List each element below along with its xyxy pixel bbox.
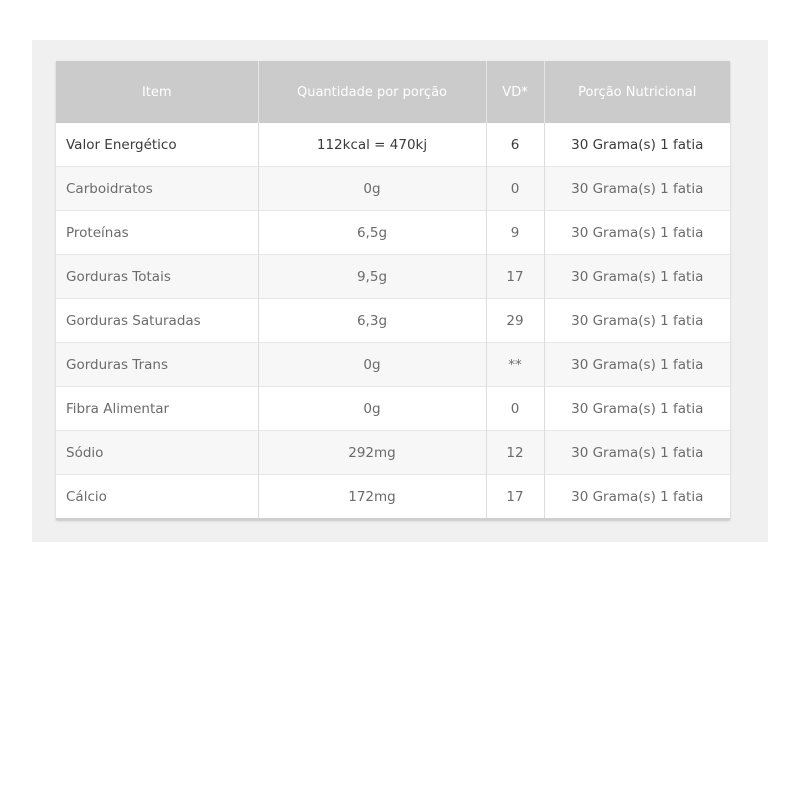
table-row: [56, 387, 730, 431]
cell-vd: **: [486, 343, 544, 387]
cell-vd: 17: [486, 255, 544, 299]
cell-item: Valor Energético: [56, 123, 258, 167]
table-body: [56, 123, 730, 519]
cell-quantidade: 292mg: [258, 431, 486, 475]
cell-vd: 9: [486, 211, 544, 255]
cell-quantidade: 6,3g: [258, 299, 486, 343]
table-row: [56, 431, 730, 475]
cell-porcao: 30 Grama(s) 1 fatia: [544, 431, 730, 475]
cell-porcao: 30 Grama(s) 1 fatia: [544, 387, 730, 431]
cell-vd: 12: [486, 431, 544, 475]
table-row: [56, 167, 730, 211]
cell-item: Gorduras Trans: [56, 343, 258, 387]
cell-porcao: 30 Grama(s) 1 fatia: [544, 123, 730, 167]
cell-item: Sódio: [56, 431, 258, 475]
header-row: [56, 61, 730, 123]
cell-porcao: 30 Grama(s) 1 fatia: [544, 255, 730, 299]
cell-quantidade: 172mg: [258, 475, 486, 520]
cell-quantidade: 0g: [258, 167, 486, 211]
nutrition-panel: [32, 40, 768, 542]
cell-item: Fibra Alimentar: [56, 387, 258, 431]
cell-quantidade: 6,5g: [258, 211, 486, 255]
header-item: Item: [56, 61, 258, 123]
cell-quantidade: 0g: [258, 343, 486, 387]
cell-porcao: 30 Grama(s) 1 fatia: [544, 211, 730, 255]
cell-porcao: 30 Grama(s) 1 fatia: [544, 343, 730, 387]
header-porcao: Porção Nutricional: [544, 61, 730, 123]
cell-item: Gorduras Totais: [56, 255, 258, 299]
cell-quantidade: 9,5g: [258, 255, 486, 299]
cell-vd: 0: [486, 167, 544, 211]
cell-item: Proteínas: [56, 211, 258, 255]
table-row: [56, 211, 730, 255]
table-row: [56, 343, 730, 387]
table-row: [56, 255, 730, 299]
cell-porcao: 30 Grama(s) 1 fatia: [544, 475, 730, 520]
nutrition-table: [56, 61, 730, 520]
cell-porcao: 30 Grama(s) 1 fatia: [544, 167, 730, 211]
cell-quantidade: 0g: [258, 387, 486, 431]
header-quantidade: Quantidade por porção: [258, 61, 486, 123]
cell-quantidade: 112kcal = 470kj: [258, 123, 486, 167]
table-row: [56, 123, 730, 167]
cell-vd: 0: [486, 387, 544, 431]
cell-item: Carboidratos: [56, 167, 258, 211]
cell-vd: 6: [486, 123, 544, 167]
cell-item: Cálcio: [56, 475, 258, 520]
cell-porcao: 30 Grama(s) 1 fatia: [544, 299, 730, 343]
cell-item: Gorduras Saturadas: [56, 299, 258, 343]
table-row: [56, 475, 730, 520]
header-vd: VD*: [486, 61, 544, 123]
table-header: [56, 61, 730, 123]
table-row: [56, 299, 730, 343]
cell-vd: 17: [486, 475, 544, 520]
cell-vd: 29: [486, 299, 544, 343]
